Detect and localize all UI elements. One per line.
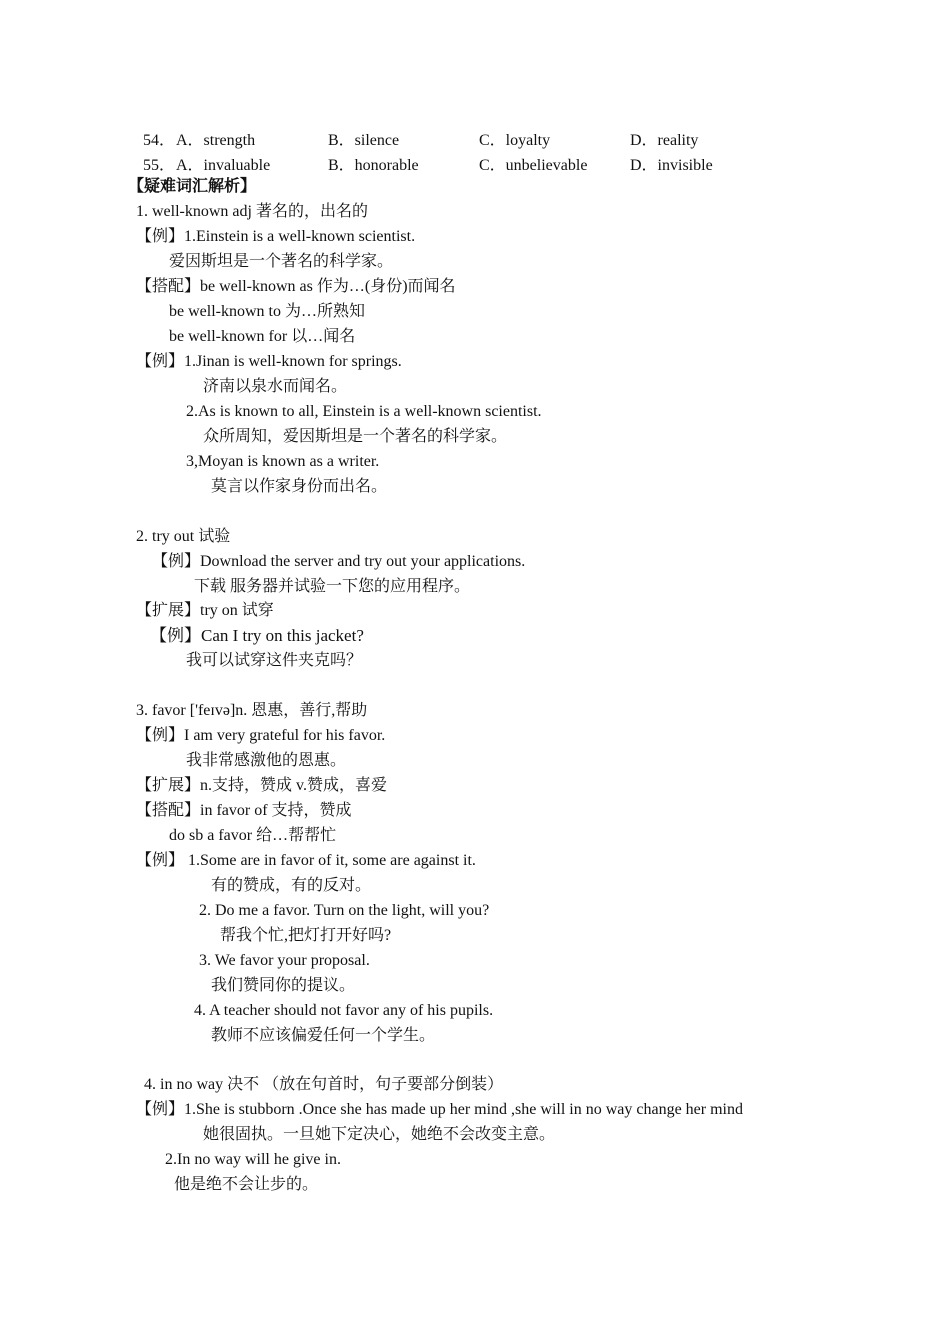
option-d: D．reality	[630, 132, 699, 149]
section-title: 【疑难词汇解析】	[128, 178, 257, 195]
option-a: A．invaluable	[176, 157, 271, 174]
option-c: C．loyalty	[479, 132, 551, 149]
translation-line: 济南以泉水而闻名。	[203, 378, 348, 395]
example-line: 2.As is known to all, Einstein is a well-known scientist.	[186, 403, 542, 420]
example-line: 2. Do me a favor. Turn on the light, will you?	[199, 902, 490, 919]
extension-line: 【扩展】n.支持，赞成 v.赞成，喜爱	[136, 777, 387, 794]
question-number: 55．	[143, 157, 176, 174]
collocation-line: be well-known to 为…所熟知	[169, 303, 365, 320]
translation-line: 她很固执。一旦她下定决心，她绝不会改变主意。	[203, 1126, 556, 1143]
collocation-line: 【搭配】be well-known as 作为…(身份)而闻名	[136, 278, 456, 295]
translation-line: 莫言以作家身份而出名。	[211, 478, 388, 495]
example-line: 【例】 1.Some are in favor of it, some are against it.	[136, 852, 476, 869]
translation-line: 下载 服务器并试验一下您的应用程序。	[194, 578, 471, 595]
option-b: B．honorable	[328, 157, 419, 174]
example-line: 2.In no way will he give in.	[165, 1151, 341, 1168]
example-line: 3,Moyan is known as a writer.	[186, 453, 380, 470]
translation-line: 教师不应该偏爱任何一个学生。	[211, 1027, 436, 1044]
translation-line: 帮我个忙,把灯打开好吗?	[220, 927, 392, 944]
collocation-line: do sb a favor 给…帮帮忙	[169, 827, 337, 844]
collocation-line: 【搭配】in favor of 支持，赞成	[136, 802, 352, 819]
extension-line: 【扩展】try on 试穿	[136, 602, 274, 619]
vocab-heading: 1. well-known adj 著名的，出名的	[136, 203, 368, 220]
translation-line: 我们赞同你的提议。	[211, 977, 356, 994]
vocab-heading: 3. favor ['feɪvə]n. 恩惠，善行,帮助	[136, 702, 368, 719]
example-line: 【例】1.Einstein is a well-known scientist.	[136, 228, 416, 245]
option-d: D．invisible	[630, 157, 713, 174]
translation-line: 我非常感激他的恩惠。	[186, 752, 347, 769]
collocation-line: be well-known for 以…闻名	[169, 328, 356, 345]
vocab-heading: 4. in no way 决不 （放在句首时，句子要部分倒装）	[144, 1076, 504, 1093]
vocab-heading: 2. try out 试验	[136, 528, 231, 545]
translation-line: 我可以试穿这件夹克吗？	[186, 652, 363, 669]
example-line: 【例】I am very grateful for his favor.	[136, 727, 386, 744]
example-line: 【例】Can I try on this jacket?	[150, 626, 364, 645]
translation-line: 有的赞成，有的反对。	[211, 877, 372, 894]
translation-line: 爱因斯坦是一个著名的科学家。	[169, 253, 394, 270]
example-line: 【例】1.Jinan is well-known for springs.	[136, 353, 402, 370]
translation-line: 他是绝不会让步的。	[174, 1176, 319, 1193]
option-c: C．unbelievable	[479, 157, 588, 174]
example-line: 【例】1.She is stubborn .Once she has made up her mind ,she will in no way change her mind	[136, 1101, 744, 1118]
option-b: B．silence	[328, 132, 400, 149]
question-number: 54．	[143, 132, 176, 149]
example-line: 【例】Download the server and try out your applications.	[152, 553, 526, 570]
option-a: A．strength	[176, 132, 256, 149]
translation-line: 众所周知，爱因斯坦是一个著名的科学家。	[203, 428, 508, 445]
example-line: 3. We favor your proposal.	[199, 952, 370, 969]
example-line: 4. A teacher should not favor any of his pupils.	[194, 1002, 494, 1019]
